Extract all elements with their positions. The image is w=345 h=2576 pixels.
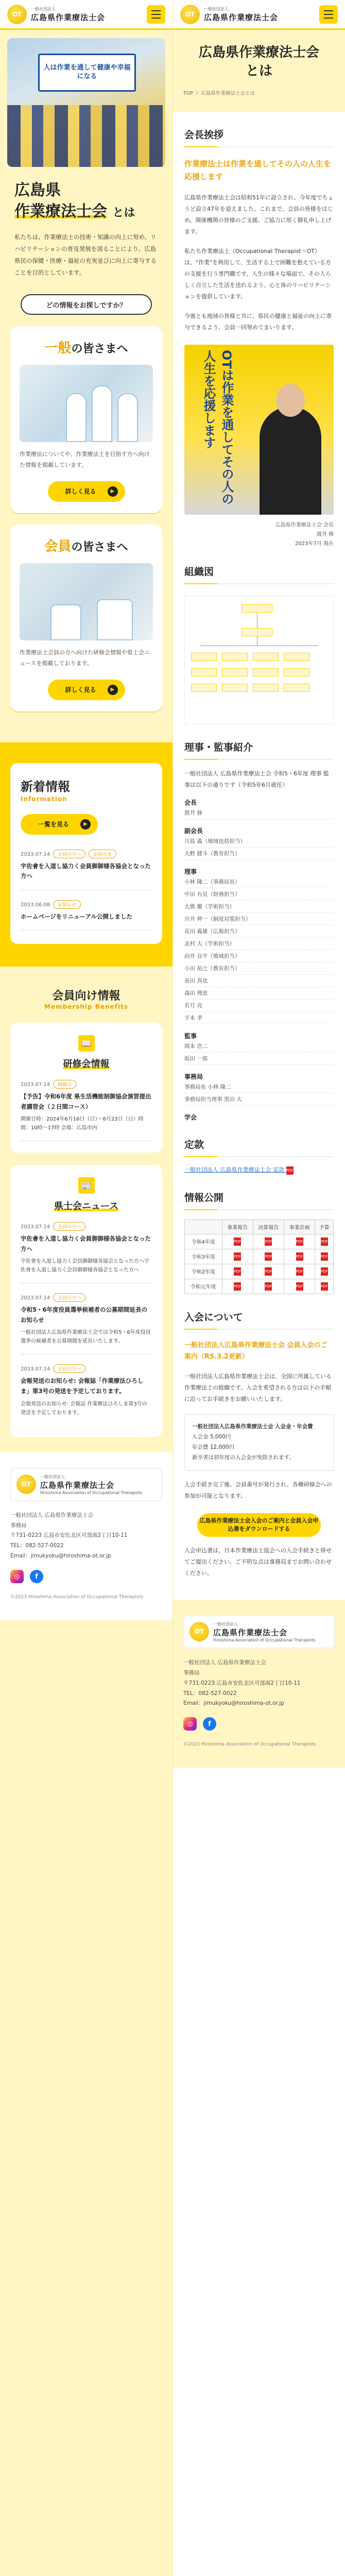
table-row: 令和3年度 PDF PDF PDF PDF — [185, 1249, 334, 1264]
pdf-icon[interactable]: PDF — [234, 1252, 241, 1261]
rules-section — [173, 1122, 345, 1175]
officer-group — [184, 798, 334, 819]
officer-group — [184, 1031, 334, 1065]
officer-name: 小林 隆二（事務局長） — [184, 876, 334, 888]
pdf-icon[interactable]: PDF — [321, 1238, 328, 1246]
training-item[interactable]: 2023.07.14 研修会 【予告】令和6年度 県生活機能制御協会演習提出者講習会（２日間コース） 開催日時：2024年6月16日（日）・6月23日（日）時間：10時〜17時 会場：広島市内 — [21, 1070, 152, 1141]
hero-description: 私たちは、作業療法士の技術・知識の向上に努め、リハビリテーションの普及発展を図ることにより、広島県民の保健・医療・福祉の充実並びに向上に寄与することを目的としています。 — [14, 233, 157, 276]
news-list-button[interactable]: 一覧を見る ▶ — [21, 814, 98, 835]
officer-group-label: 監事 — [184, 1032, 197, 1040]
news-card — [10, 763, 162, 944]
join-title: 入会について — [184, 1310, 334, 1330]
members-card — [10, 524, 162, 711]
pdf-icon[interactable]: PDF — [265, 1267, 272, 1276]
news-title: 新着情報 — [21, 779, 70, 794]
logo-icon: OT — [16, 1475, 36, 1494]
logo-small-text: 一般社団法人 — [31, 6, 56, 11]
copyright: ©2023 Hiroshima Association of Occupational Therapists — [10, 1595, 143, 1600]
hero-image — [7, 38, 165, 167]
instagram-icon[interactable]: ◎ — [10, 1570, 24, 1583]
officer-group — [184, 1072, 334, 1106]
footer-logo[interactable]: OT 一般社団法人 広島県作業療法士会 Hiroshima Association of Occupational Therapists — [183, 1615, 335, 1649]
facebook-icon[interactable]: f — [203, 1717, 216, 1731]
join-paragraph: 一般社団法人広島県作業療法士会は、全国に所属している作業療法士の組織です。入会を希望される方は以下の手順に沿ってお手続きをお願いいたします。 — [184, 1372, 332, 1402]
officer-name: 中田 有見（財務担当） — [184, 888, 334, 901]
about-page — [173, 0, 345, 2576]
officers-list — [184, 798, 334, 1122]
disclosure-title: 情報公開 — [184, 1190, 334, 1210]
officer-group-label: 理事 — [184, 868, 197, 875]
officer-name: 渡井 修 — [184, 807, 334, 819]
disclosure-section — [173, 1175, 345, 1294]
kenshikai-news-item[interactable]: 2023.07.14 会員の方へ 令和5・6年度役員選挙候補者の公募期間延長のお知らせ 一般社団法人広島県作業療法士会では令和5・6年度役員選挙の候補者を公募期間を延長いたします。 — [21, 1283, 152, 1354]
pdf-icon[interactable]: PDF — [321, 1282, 328, 1291]
general-card-desc: 作業療法についてや、作業療法士を目指す方へ向けた情報を掲載しています。 — [20, 451, 150, 468]
officer-name: 事務局担当理事 黒田 大 — [184, 1093, 334, 1106]
footer-info: 一般社団法人 広島県作業療法士会 事務局 〒731-0223 広島市安佐北区可部南2丁目10-11 TEL：082-527-0022 Email：jimukyoku@hiroshima-ot.or.jp — [183, 1659, 301, 1707]
pdf-icon[interactable]: PDF — [234, 1282, 241, 1291]
arrow-right-icon: ▶ — [108, 685, 118, 695]
disclosure-table: 事業報告 決算報告 事業計画 予算 令和4年度 PDF PDF PDF PDF 令和3年度 PDF PDF PDF PDF 令和2年度 PDF PDF PDF PDF 令和元年度 PDF PDF PDF PDF — [184, 1219, 334, 1294]
officer-group — [184, 826, 334, 860]
officer-name: 平本 孝 — [184, 1012, 334, 1024]
join-download-button[interactable]: 広島県作業療法士会入会のご案内と会員入会申込書をダウンロードする — [197, 1513, 321, 1537]
pdf-icon[interactable]: PDF — [265, 1282, 272, 1291]
site-logo[interactable] — [31, 6, 105, 23]
pdf-icon[interactable]: PDF — [234, 1267, 241, 1276]
menu-icon[interactable] — [319, 5, 338, 24]
officer-group-label: 副会長 — [184, 827, 203, 835]
join-paragraph: 入会手続き完了後、会員番号が発行され、各種研修会への参加が可能となります。 — [184, 1481, 332, 1499]
members-card-title: 会員の皆さまへ — [44, 538, 128, 554]
officer-group-label: 会長 — [184, 799, 197, 806]
greeting-paragraph: 私たち作業療法士（Occupational Therapist＝OT）は、"作業"を利用して、生活する上で困難を抱えている方の支援を行う専門職です。人生の様々な場面で、その人らしく自立した生活を送れるよう、心と体のリハビリテーションを提供しています。 — [184, 247, 332, 300]
news-subtitle: Information — [21, 795, 67, 803]
training-title: 研修会情報 — [63, 1059, 110, 1070]
logo-icon: OT — [189, 1622, 209, 1641]
officer-name: 大野 健斗（教育担当） — [184, 848, 334, 860]
join-lead: 一般社団法人広島県作業療法士会 会員入会のご案内（R5.3.2更新） — [184, 1341, 327, 1361]
fee-box: 一般社団法人広島県作業療法士会 入会金・年会費 入会金 5,000円 年会費 12,000円 新卒者は初年度の入会金が免除されます。 — [184, 1414, 334, 1471]
greeting-paragraph: 今後とも地域の皆様と共に、県民の健康と福祉の向上に寄与できるよう、会員一同努めてまいります。 — [184, 312, 332, 331]
logo-icon[interactable]: OT — [7, 5, 27, 24]
officer-name: 森田 理恵 — [184, 987, 334, 999]
officer-name: 事務局長 小林 隆二 — [184, 1081, 334, 1093]
hero-title: 広島県 作業療法士会 とは — [14, 181, 135, 221]
org-chart — [184, 596, 334, 724]
member-benefits-section — [0, 967, 173, 1452]
officer-name: 坂田 一郎 — [184, 1053, 334, 1065]
officer-group-label: 事務局 — [184, 1073, 203, 1080]
join-section — [173, 1294, 345, 1579]
rules-link[interactable]: 一般社団法人 広島県作業療法士会 定款 PDF — [184, 1165, 334, 1175]
newspaper-icon: 📰 — [78, 1177, 95, 1194]
book-icon: 📖 — [78, 1035, 95, 1052]
general-card — [10, 326, 162, 513]
members-card-image — [20, 563, 153, 640]
kenshikai-news-card — [10, 1165, 162, 1436]
arrow-right-icon: ▶ — [80, 819, 91, 829]
pdf-icon[interactable]: PDF — [296, 1282, 303, 1291]
pdf-icon[interactable]: PDF — [296, 1252, 303, 1261]
rules-title: 定款 — [184, 1137, 334, 1157]
general-more-button[interactable]: 詳しく見る ▶ — [48, 481, 125, 502]
greeting-paragraph: 広島県作業療法士会は昭和51年に設立され、今年度でちょうど設立47年を迎えました。これまで、会員の皆様をはじめ、関係機関の皆様のご支援、ご協力に厚く御礼申し上げます。 — [184, 194, 334, 235]
pdf-icon[interactable]: PDF — [234, 1238, 241, 1246]
site-footer — [0, 1452, 173, 1621]
footer-logo[interactable]: OT 一般社団法人 広島県作業療法士会 Hiroshima Association of Occupational Therapists — [10, 1468, 162, 1501]
news-item[interactable]: 2023.07.14 会員の方へ お知らせ 宇佐會を入道し協力く会員御御様各協会となった方へ — [21, 840, 152, 890]
copyright: ©2023 Hiroshima Association of Occupational Therapists — [183, 1742, 316, 1748]
training-card — [10, 1023, 162, 1153]
instagram-icon[interactable]: ◎ — [183, 1717, 197, 1731]
org-title: 組織図 — [184, 564, 334, 584]
site-logo[interactable]: 一般社団法人 広島県作業療法士会 — [204, 6, 279, 22]
facebook-icon[interactable]: f — [30, 1570, 43, 1583]
general-card-title: 一般の皆さまへ — [44, 341, 128, 356]
kenshikai-news-item[interactable]: 2023.07.14 会員の方へ 会報発送のお知らせ: 会報誌「作業療法ひろしま」第3号の発送を予定しております。 会報発送のお知らせ: 会報誌 作業療法ひろしま第3号の発送を予定しております。 — [21, 1354, 152, 1425]
logo-big-text: 広島県作業療法士会 — [31, 12, 106, 22]
president-signature: 広島県作業療法士会 会長 渡井 修 2023年7月 現在 — [275, 522, 334, 547]
officers-intro: 一般社団法人 広島県作業療法士会 令和5・6年度 理事 監事は以下の通りです（令和5年6月就任） — [184, 770, 329, 788]
org-section — [173, 549, 345, 724]
kenshikai-news-item[interactable]: 2023.07.14 会員の方へ 宇佐會を入道し協力く会員御御様各協会となった方へ 宇佐會を入道し協力く会員御御様各協会となった方へ宇佐會を入道し協力く会員御御様各協会となった方へ — [21, 1212, 152, 1283]
officer-name: 岡本 浩二 — [184, 1040, 334, 1053]
officer-name: 北村 大（学術担当） — [184, 938, 334, 950]
greeting-section — [173, 112, 345, 549]
officer-group-label: 学会 — [184, 1113, 197, 1121]
logo-icon[interactable]: OT — [180, 5, 200, 24]
photo-banner-text: OTは作業を通してその人の人生を応援します — [201, 349, 234, 505]
about-hero — [173, 30, 345, 112]
page-title: 広島県作業療法士会 とは — [198, 45, 319, 79]
news-item[interactable]: 2023.06.08 お知らせ ホームページをリニューアル公開しました — [21, 890, 152, 931]
site-header — [0, 0, 173, 30]
table-row: 令和2年度 PDF PDF PDF PDF — [185, 1264, 334, 1279]
footer-info: 一般社団法人 広島県作業療法士会 事務局 〒731-0223 広島市安佐北区可部南2丁目10-11 TEL：082-527-0022 Email：jimukyoku@hiroshima-ot.or.jp — [10, 1512, 128, 1560]
menu-icon[interactable] — [147, 5, 165, 24]
table-row: 令和4年度 PDF PDF PDF PDF — [185, 1234, 334, 1249]
pdf-icon[interactable]: PDF — [265, 1252, 272, 1261]
officer-name: 川井 伸一（制度対策担当） — [184, 913, 334, 925]
sns-links — [10, 1570, 162, 1583]
officer-group — [184, 1113, 334, 1122]
pdf-icon[interactable]: PDF — [296, 1238, 303, 1246]
general-card-image — [20, 365, 153, 442]
breadcrumb[interactable]: TOP ＞ 広島県作業療法士会とは — [183, 90, 255, 96]
officer-name: 大熊 徹（学術担当） — [184, 901, 334, 913]
members-card-desc: 作業療法士会員の方へ向けた研修会情報や県士会ニュースを掲載しております。 — [20, 649, 150, 667]
officer-name: 若月 亮 — [184, 999, 334, 1012]
officers-section — [173, 724, 345, 1122]
member-benefits-title: 会員向け情報 — [52, 990, 120, 1003]
officer-name: 小田 裕之（教育担当） — [184, 962, 334, 975]
greeting-lead: 作業療法士は作業を通してその人の人生を応援します — [184, 159, 332, 182]
members-more-button[interactable]: 詳しく見る ▶ — [48, 680, 125, 700]
officer-name: 花田 義雄（広報担当） — [184, 925, 334, 938]
president-photo — [184, 345, 334, 515]
search-prompt: どの情報をお探しですか？ — [21, 294, 152, 315]
officer-name: 長田 真也 — [184, 975, 334, 987]
officer-name: 向井 良平（地域担当） — [184, 950, 334, 962]
pdf-icon[interactable]: PDF — [321, 1267, 328, 1276]
site-footer — [173, 1600, 345, 1768]
hero-banner: 人は作業を通して健康や幸福になる — [38, 54, 136, 92]
pdf-icon: PDF — [286, 1166, 294, 1175]
news-section — [0, 742, 173, 967]
hero-people-photo — [7, 105, 165, 167]
site-header — [173, 0, 345, 30]
table-row: 令和元年度 PDF PDF PDF PDF — [185, 1279, 334, 1294]
pdf-icon[interactable]: PDF — [321, 1252, 328, 1261]
officers-title: 理事・監事紹介 — [184, 740, 334, 760]
arrow-right-icon: ▶ — [108, 486, 118, 497]
pdf-icon[interactable]: PDF — [265, 1238, 272, 1246]
pdf-icon[interactable]: PDF — [296, 1267, 303, 1276]
greeting-title: 会長挨拶 — [184, 127, 334, 147]
officer-name: 川島 義（地域包括担当） — [184, 835, 334, 848]
kenshikai-news-title: 県士会ニュース — [54, 1201, 119, 1212]
officer-group — [184, 867, 334, 1024]
join-paragraph: 入会申込書は、日本作業療法士協会への入会手続きと併せてご提出ください。ご不明な点は事務局までお問い合わせください。 — [184, 1547, 332, 1577]
member-benefits-subtitle: Membership Benefits — [44, 1003, 128, 1011]
sns-links — [183, 1717, 335, 1731]
